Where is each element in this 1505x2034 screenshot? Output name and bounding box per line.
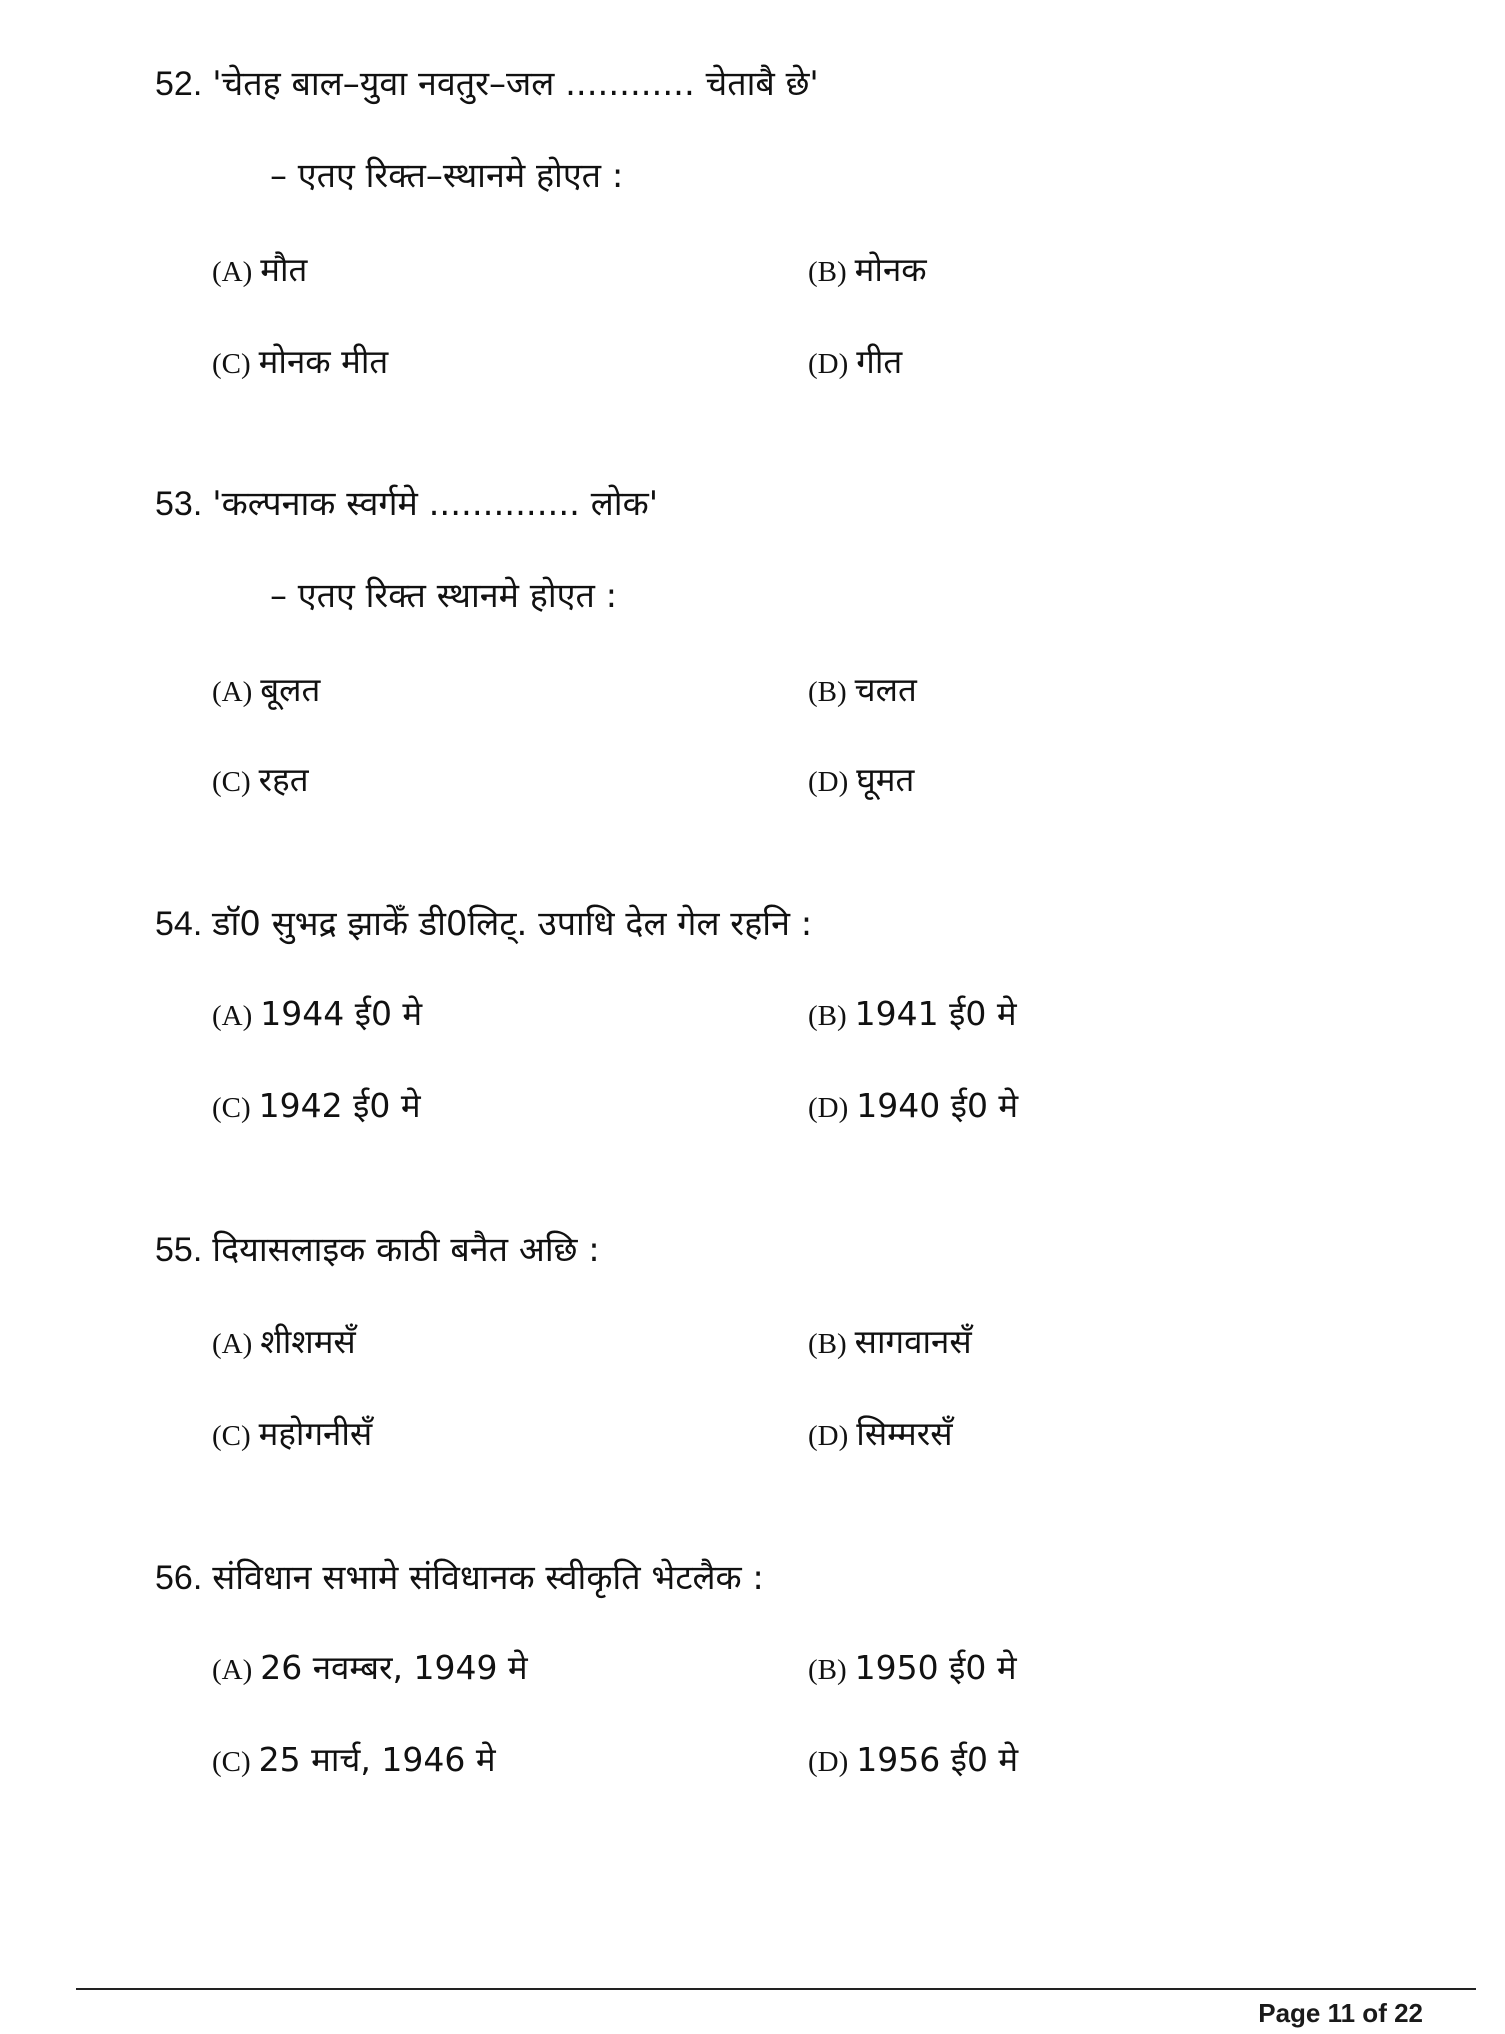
option-a — [212, 1646, 528, 1692]
option-b — [808, 1646, 1017, 1692]
question-number: 53. — [155, 485, 203, 523]
option-b — [808, 1320, 972, 1366]
option-text: महोगनीसँ — [258, 1414, 373, 1453]
option-text: 1940 ई0 मे — [856, 1086, 1019, 1125]
question-text — [155, 62, 819, 106]
option-label: (D) — [808, 766, 849, 798]
question-text — [155, 1228, 600, 1272]
option-d — [808, 340, 902, 386]
option-text: 1956 ई0 मे — [856, 1740, 1019, 1779]
option-label: (D) — [808, 348, 849, 380]
option-a — [212, 1320, 356, 1366]
option-text: बूलत — [260, 670, 321, 709]
option-text: घूमत — [856, 760, 915, 799]
option-d — [808, 1738, 1018, 1784]
question-stem: 'चेतह बाल–युवा नवतुर–जल ............ चेताबै छे' — [212, 64, 819, 104]
option-d — [808, 758, 914, 804]
footer-divider — [76, 1988, 1476, 1990]
option-label: (B) — [808, 256, 847, 288]
option-label: (B) — [808, 1328, 847, 1360]
question-number: 52. — [155, 65, 203, 103]
option-a — [212, 248, 307, 294]
option-text: गीत — [856, 342, 903, 381]
option-label: (C) — [212, 766, 251, 798]
option-label: (B) — [808, 676, 847, 708]
option-label: (B) — [808, 1654, 847, 1686]
question-stem: 'कल्पनाक स्वर्गमे .............. लोक' — [212, 484, 659, 524]
option-label: (A) — [212, 1654, 253, 1686]
option-a — [212, 668, 320, 714]
option-d — [808, 1412, 953, 1458]
option-label: (A) — [212, 676, 253, 708]
option-label: (D) — [808, 1420, 849, 1452]
option-label: (C) — [212, 1420, 251, 1452]
option-label: (A) — [212, 1328, 253, 1360]
option-text: सिम्मरसँ — [856, 1414, 953, 1453]
page-number: Page 11 of 22 — [1258, 1998, 1423, 2028]
option-b — [808, 668, 917, 714]
option-label: (C) — [212, 348, 251, 380]
question-stem: डॉ0 सुभद्र झाकेँ डी0लिट्. उपाधि देल गेल रहनि : — [212, 904, 813, 944]
question-number: 54. — [155, 905, 203, 943]
question-number: 55. — [155, 1231, 203, 1269]
question-stem: संविधान सभामे संविधानक स्वीकृति भेटलैक : — [212, 1558, 764, 1598]
option-text: सागवानसँ — [854, 1322, 972, 1361]
option-label: (D) — [808, 1092, 849, 1124]
option-text: मौत — [260, 250, 308, 289]
option-label: (D) — [808, 1746, 849, 1778]
question-number: 56. — [155, 1559, 203, 1597]
option-c — [212, 1084, 421, 1130]
question-instruction: – एतए रिक्त स्थानमे होएत : — [270, 576, 618, 616]
option-label: (C) — [212, 1746, 251, 1778]
option-text: शीशमसँ — [260, 1322, 356, 1361]
option-text: 25 मार्च, 1946 मे — [258, 1740, 496, 1779]
question-text — [155, 1556, 764, 1600]
option-b — [808, 992, 1017, 1038]
option-c — [212, 758, 309, 804]
option-c — [212, 1738, 496, 1784]
option-c — [212, 1412, 372, 1458]
option-text: रहत — [258, 760, 309, 799]
option-label: (A) — [212, 1000, 253, 1032]
option-label: (A) — [212, 256, 253, 288]
option-text: 1941 ई0 मे — [854, 994, 1017, 1033]
option-b — [808, 248, 927, 294]
option-text: मोनक — [854, 250, 927, 289]
option-text: मोनक मीत — [258, 342, 389, 381]
option-a — [212, 992, 422, 1038]
question-stem: दियासलाइक काठी बनैत अछि : — [212, 1230, 600, 1270]
question-text — [155, 902, 812, 946]
option-text: चलत — [854, 670, 917, 709]
option-text: 1944 ई0 मे — [260, 994, 423, 1033]
option-text: 1942 ई0 मे — [258, 1086, 421, 1125]
question-instruction: – एतए रिक्त–स्थानमे होएत : — [270, 156, 624, 196]
option-label: (C) — [212, 1092, 251, 1124]
option-c — [212, 340, 388, 386]
option-label: (B) — [808, 1000, 847, 1032]
option-text: 26 नवम्बर, 1949 मे — [260, 1648, 528, 1687]
option-d — [808, 1084, 1018, 1130]
option-text: 1950 ई0 मे — [854, 1648, 1017, 1687]
question-text — [155, 482, 658, 526]
